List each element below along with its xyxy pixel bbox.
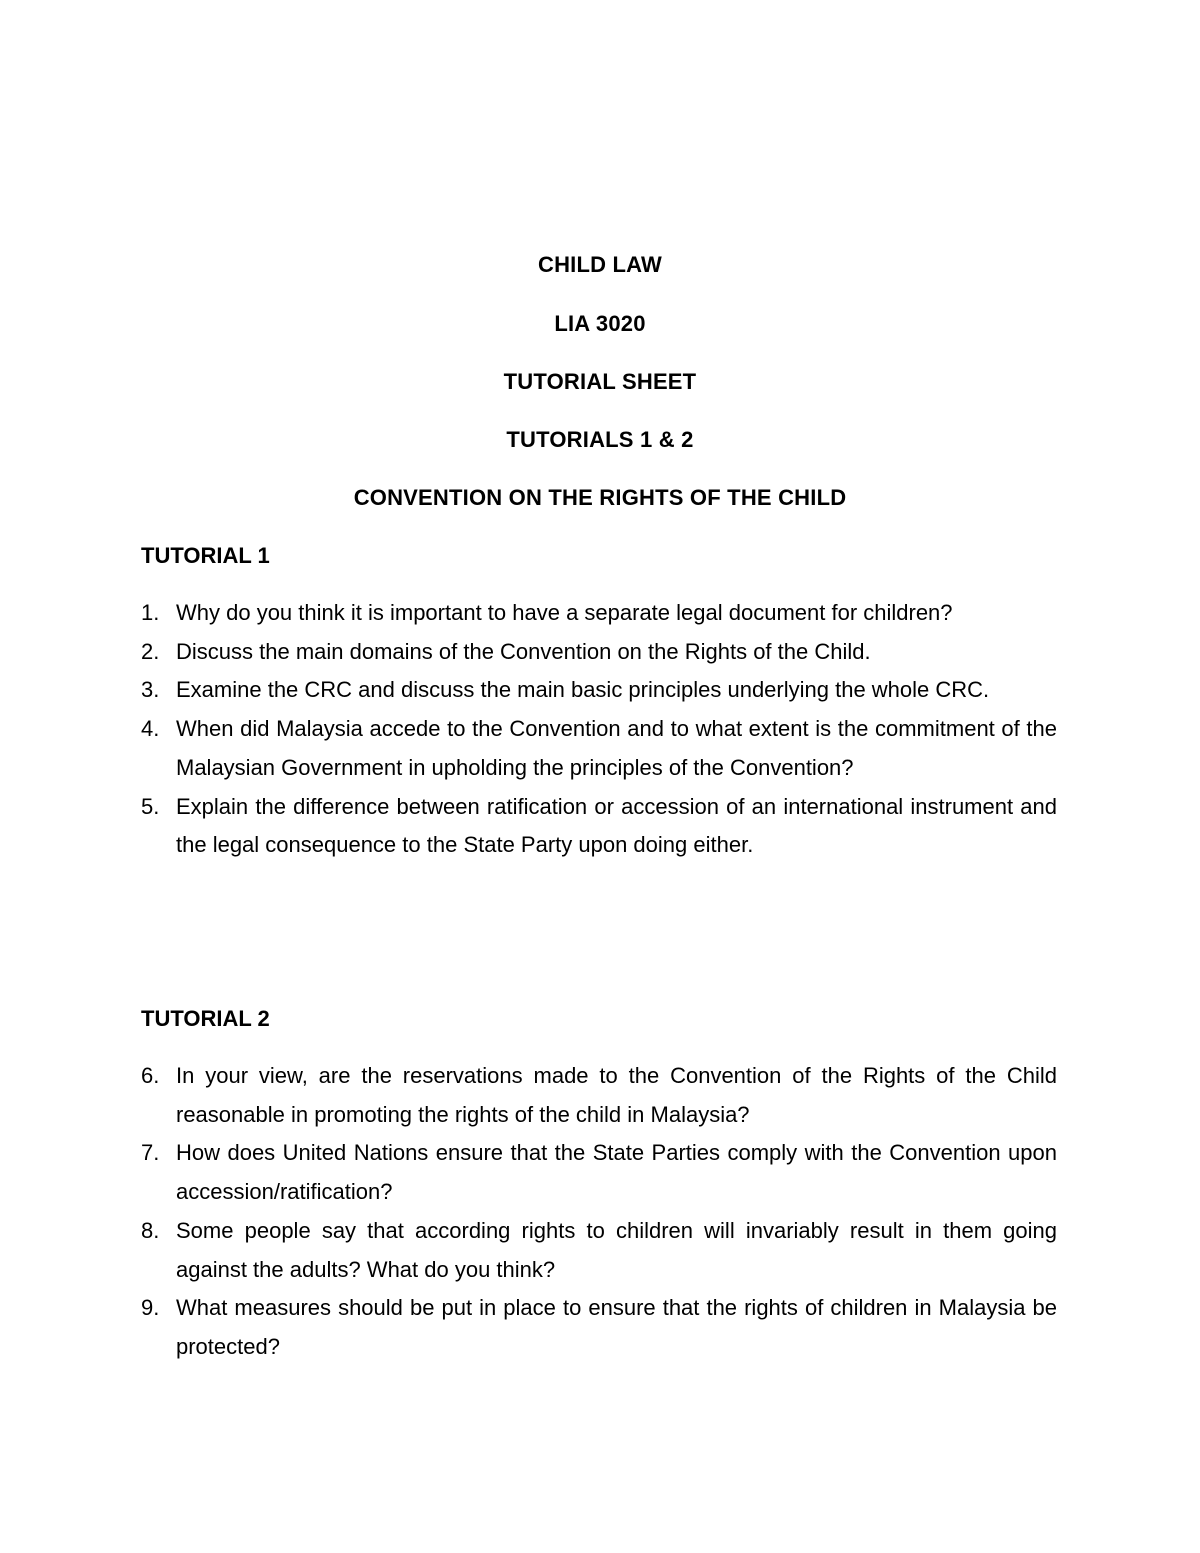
question-item <box>141 633 1057 672</box>
section-title-tutorial-1: TUTORIAL 1 <box>141 543 270 568</box>
question-item <box>141 1057 1057 1134</box>
question-text: Examine the CRC and discuss the main basic principles underlying the whole CRC. <box>176 677 990 703</box>
question-number: 6. <box>141 1063 160 1088</box>
question-number: 7. <box>141 1140 160 1166</box>
question-text: In your view, are the reservations made to the Convention of the Rights of the Child reasonable in promoting the rights of the child in Malaysia? <box>176 1063 1057 1127</box>
question-item <box>141 671 1057 710</box>
question-item <box>141 594 1057 633</box>
question-text: Some people say that according rights to children will invariably result in them going against the adults? What do you think? <box>176 1217 1057 1282</box>
question-item <box>141 710 1057 787</box>
question-text: Explain the difference between ratification or accession of an international instrument and the legal consequence to the State Party upon doing either. <box>176 793 1057 858</box>
question-text: How does United Nations ensure that the State Parties comply with the Convention upon accession/ratification? <box>176 1140 1057 1205</box>
question-list-tutorial-2 <box>141 1057 1057 1367</box>
question-item <box>141 1289 1057 1366</box>
question-list-tutorial-1 <box>141 594 1057 865</box>
question-number: 2. <box>141 638 160 664</box>
question-item <box>141 1134 1057 1211</box>
question-number: 9. <box>141 1295 160 1321</box>
question-number: 8. <box>141 1217 160 1243</box>
question-text: Discuss the main domains of the Convention on the Rights of the Child. <box>176 638 871 664</box>
sheet-title: TUTORIAL SHEET <box>503 369 697 394</box>
question-item <box>141 1212 1057 1289</box>
question-text: What measures should be put in place to ensure that the rights of children in Malaysia be protected? <box>176 1295 1057 1359</box>
question-number: 4. <box>141 716 160 742</box>
question-number: 5. <box>141 793 160 819</box>
question-item <box>141 788 1057 865</box>
course-title: CHILD LAW <box>537 252 662 277</box>
question-text: When did Malaysia accede to the Convention and to what extent is the commitment of the Malaysian Government in upholding the principles of the Convention? <box>176 716 1057 780</box>
tutorials-range: TUTORIALS 1 & 2 <box>506 427 694 452</box>
section-title-tutorial-2: TUTORIAL 2 <box>141 1006 270 1031</box>
topic-title: CONVENTION ON THE RIGHTS OF THE CHILD <box>353 485 847 510</box>
course-code: LIA 3020 <box>554 311 646 336</box>
question-text: Why do you think it is important to have a separate legal document for children? <box>176 600 953 625</box>
question-number: 1. <box>141 600 160 625</box>
question-number: 3. <box>141 677 160 703</box>
